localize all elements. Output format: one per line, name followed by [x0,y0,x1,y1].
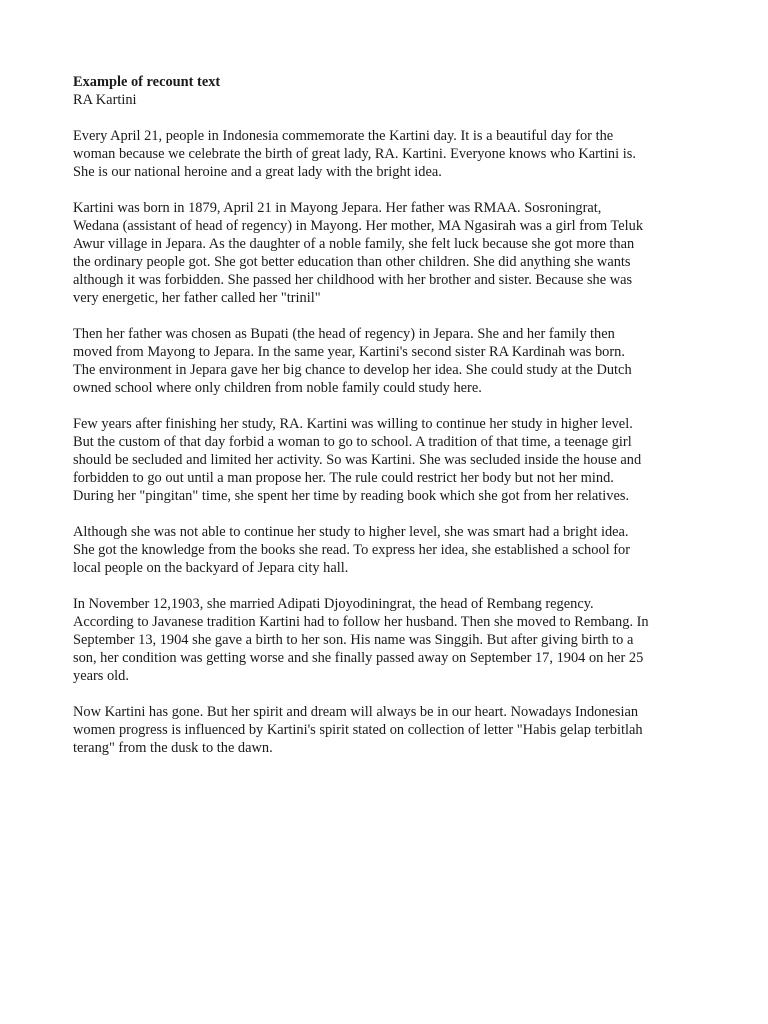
paragraph-line: owned school where only children from noble family could study here. [73,380,482,396]
paragraph-line: Kartini was born in 1879, April 21 in Mayong Jepara. Her father was RMAA. Sosroningrat, [73,200,602,216]
document-subtitle: RA Kartini [73,92,137,108]
paragraph-line: September 13, 1904 she gave a birth to her son. His name was Singgih. But after giving birth to a [73,632,634,648]
paragraph-line: although it was forbidden. She passed her childhood with her brother and sister. Because she was [73,272,633,288]
paragraph-line: women progress is influenced by Kartini's spirit stated on collection of letter "Habis gelap terbitlah [73,722,643,738]
paragraph-list [73,127,698,757]
paragraph [73,703,698,757]
paragraph-line: local people on the backyard of Jepara city hall. [73,560,349,576]
paragraph [73,595,698,685]
paragraph-line: Every April 21, people in Indonesia commemorate the Kartini day. It is a beautiful day for the [73,128,614,144]
paragraph-line: years old. [73,668,129,684]
paragraph-line: But the custom of that day forbid a woman to go to school. A tradition of that time, a teenage girl [73,434,632,450]
paragraph-line: She got the knowledge from the books she read. To express her idea, she established a school for [73,542,631,558]
paragraph-line: Then her father was chosen as Bupati (the head of regency) in Jepara. She and her family then [73,326,615,342]
document-body [73,73,698,775]
paragraph [73,199,698,307]
paragraph-line: Now Kartini has gone. But her spirit and dream will always be in our heart. Nowadays Indonesian [73,704,639,720]
paragraph-line: Wedana (assistant of head of regency) in Mayong. Her mother, MA Ngasirah was a girl from Teluk [73,218,644,234]
paragraph-line: woman because we celebrate the birth of great lady, RA. Kartini. Everyone knows who Kartini is. [73,146,636,162]
paragraph [73,415,698,505]
paragraph-line: the ordinary people got. She got better education than other children. She did anything she wants [73,254,631,270]
paragraph-line: forbidden to go out until a man propose her. The rule could restrict her body but not her mind. [73,470,614,486]
document-title: Example of recount text [73,74,221,90]
paragraph-line: son, her condition was getting worse and she finally passed away on September 17, 1904 on her 25 [73,650,644,666]
paragraph-line: In November 12,1903, she married Adipati Djoyodiningrat, the head of Rembang regency. [73,596,594,612]
paragraph-line: She is our national heroine and a great lady with the bright idea. [73,164,442,180]
paragraph [73,325,698,397]
paragraph-line: The environment in Jepara gave her big chance to develop her idea. She could study at the Dutch [73,362,632,378]
paragraph-line: Awur village in Jepara. As the daughter of a noble family, she felt luck because she got more than [73,236,635,252]
paragraph-line: very energetic, her father called her "trinil" [73,290,321,306]
paragraph-line: Few years after finishing her study, RA. Kartini was willing to continue her study in higher level. [73,416,633,432]
paragraph-line: terang" from the dusk to the dawn. [73,740,273,756]
paragraph-line: moved from Mayong to Jepara. In the same year, Kartini's second sister RA Kardinah was born. [73,344,625,360]
paragraph [73,523,698,577]
paragraph [73,127,698,181]
paragraph-line: During her "pingitan" time, she spent her time by reading book which she got from her relatives. [73,488,630,504]
paragraph-line: Although she was not able to continue her study to higher level, she was smart had a bright idea. [73,524,629,540]
paragraph-line: should be secluded and limited her activity. So was Kartini. She was secluded inside the house and [73,452,642,468]
paragraph-line: According to Javanese tradition Kartini had to follow her husband. Then she moved to Rembang. In [73,614,649,630]
